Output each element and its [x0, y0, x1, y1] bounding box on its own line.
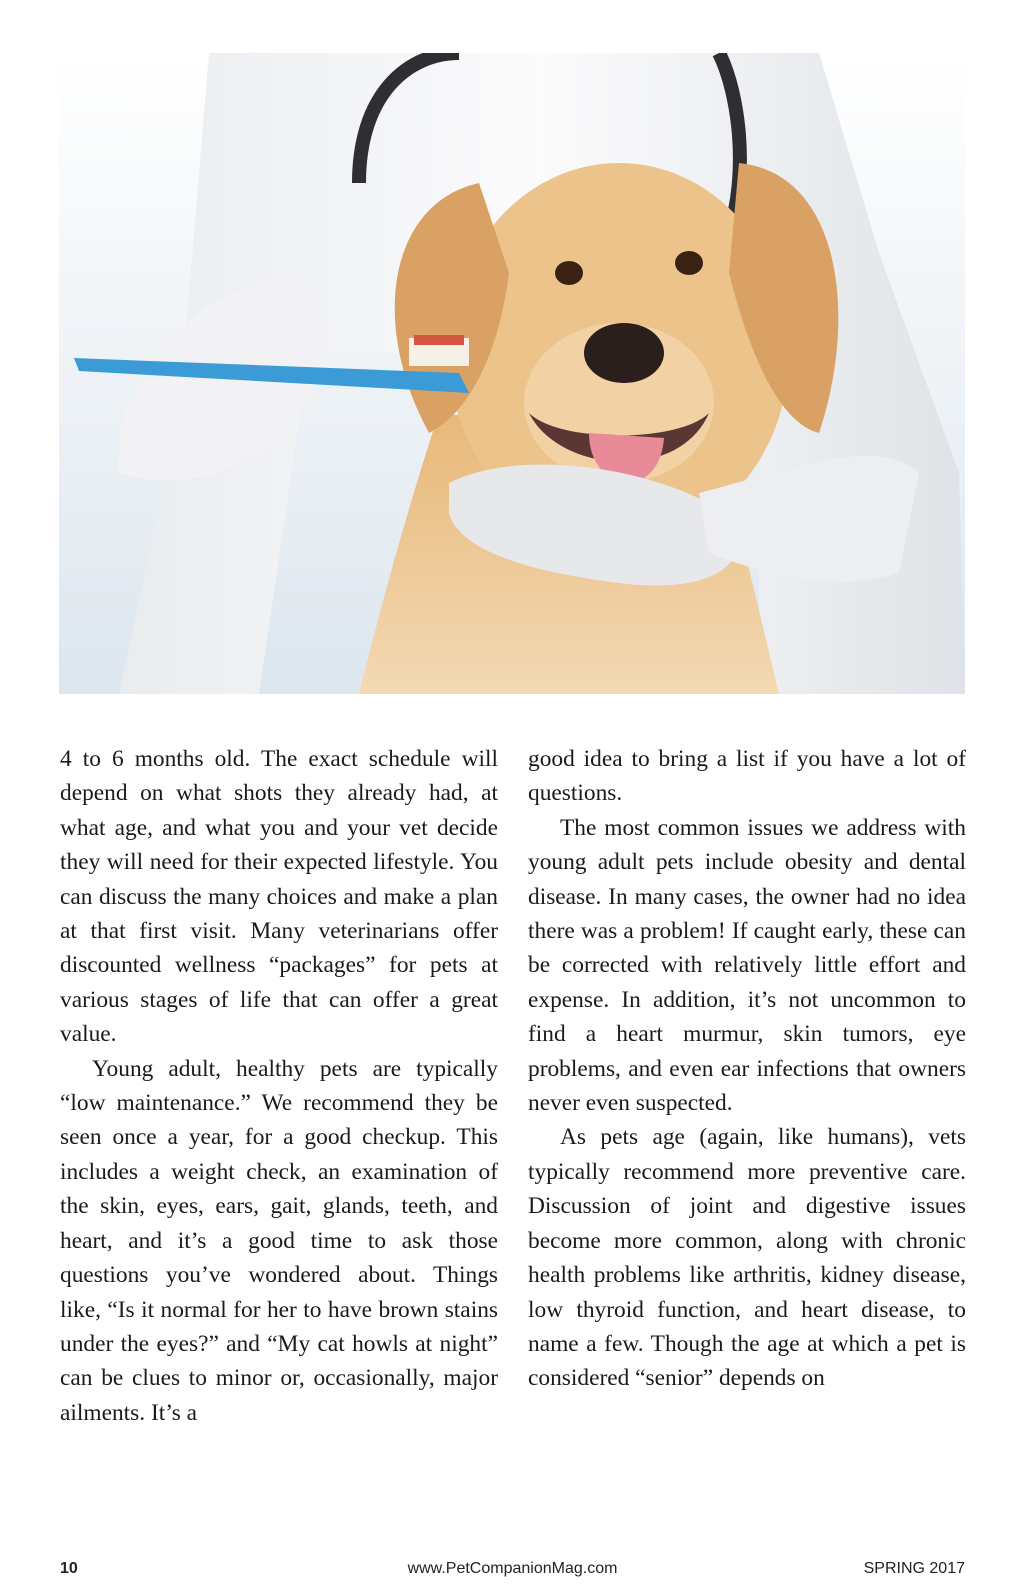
issue-label: SPRING 2017 — [863, 1560, 965, 1577]
article-paragraph: 4 to 6 months old. The exact schedule will depend on what shots they already had, at what age, and what you and your vet decide they will need for their expected lifestyle. You can discuss the many choices and make a plan at that first visit. Many veterinarians offer discounted wellness “packages” for pets at various stages of life that can offer a great value. — [60, 746, 498, 1048]
article-column-left — [60, 742, 498, 1430]
footer-url[interactable]: www.PetCompanionMag.com — [407, 1560, 618, 1577]
article-paragraph: As pets age (again, like humans), vets typically recommend more preventive care. Discussion of joint and digestive issues become more common, along with chronic health problems like arthritis, kidney disease, low thyroid function, and heart disease, to name a few. Though the age at which a pet is considered “senior” depends on — [528, 1124, 966, 1392]
page-footer — [60, 1560, 965, 1584]
dog-illustration — [59, 53, 965, 694]
article-paragraph: The most common issues we address with young adult pets include obesity and dental disease. In many cases, the owner had no idea there was a problem! If caught early, these can be corrected with relatively little effort and expense. In addition, it’s not uncommon to find a heart murmur, skin tumors, eye problems, and even ear infections that owners never even suspected. — [528, 814, 966, 1117]
page-number: 10 — [60, 1560, 78, 1577]
article-paragraph: good idea to bring a list if you have a lot of questions. — [528, 746, 966, 807]
dog-toothbrush-photo — [59, 53, 965, 694]
article-paragraph: Young adult, healthy pets are typically “low maintenance.” We recommend they be seen once a year, for a good checkup. This includes a weight check, an examination of the skin, eyes, ears, gait, glands, teeth, and heart, and it’s a good time to ask those questions you’ve wondered about. Things like, “Is it normal for her to have brown stains under the eyes?” and “My cat howls at night” can be clues to minor or, occasionally, major ailments. It’s a — [60, 1055, 498, 1426]
article-column-right — [528, 742, 966, 1396]
